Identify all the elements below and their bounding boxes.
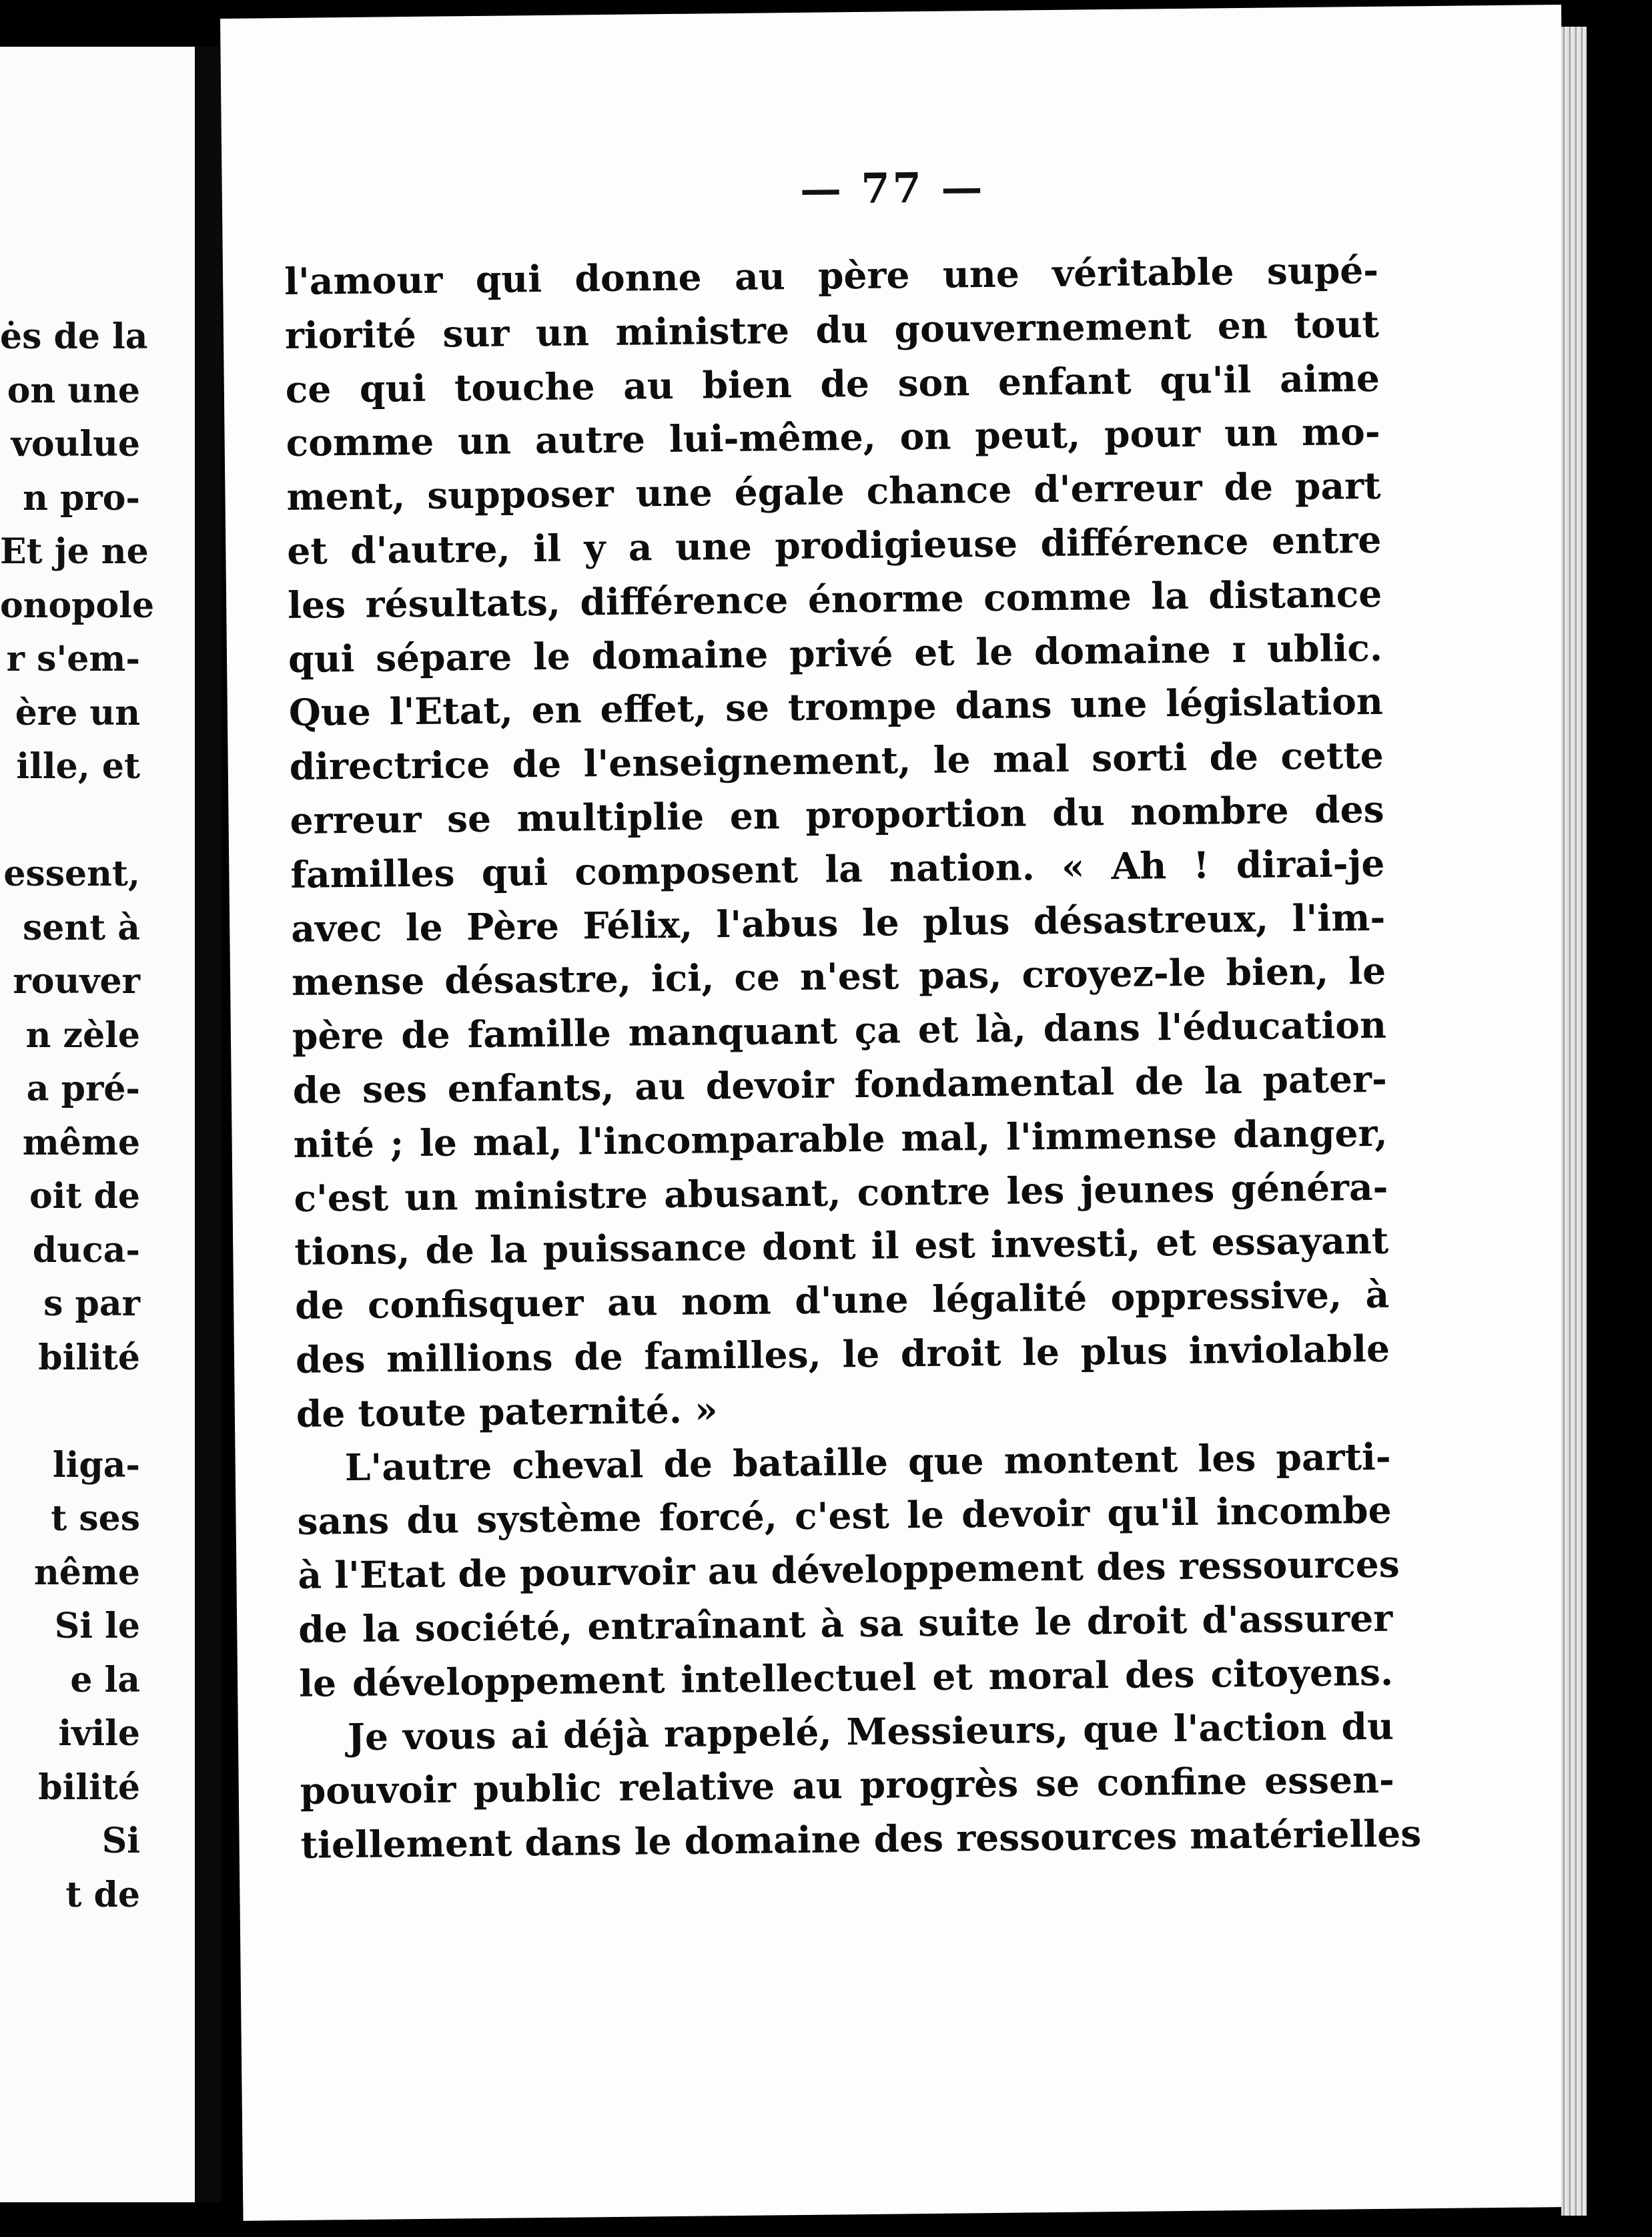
text-line: Je vous ai déjà rappelé, Messieurs, que l'action du (347, 1704, 1394, 1759)
facing-page-line: a pré- (26, 1068, 140, 1109)
text-line: avec le Père Félix, l'abus le plus désastreux, l'im- (290, 895, 1386, 950)
facing-page-line: rouver (13, 961, 140, 1002)
facing-page-line (0, 794, 195, 848)
facing-page-line: bilité (38, 1337, 140, 1378)
text-line: et d'autre, il y a une prodigieuse différence entre (287, 517, 1382, 573)
text-line: Que l'Etat, en effet, se trompe dans une législation (288, 679, 1384, 735)
facing-page-line: e la (70, 1659, 140, 1700)
text-line: les résultats, différence énorme comme la distance (287, 571, 1382, 627)
text-line: le développement intellectuel et moral des citoyens. (298, 1650, 1394, 1705)
text-line: tions, de la puissance dont il est investi, et essayant (294, 1219, 1389, 1274)
facing-page-line: ère un (15, 692, 140, 733)
facing-page-line: n zèle (25, 1014, 140, 1056)
facing-page-line: r s'em- (6, 639, 140, 679)
text-line: père de famille manquant ça et là, dans l'éducation (292, 1002, 1387, 1058)
text-line: l'amour qui donne au père une véritable supé- (284, 248, 1379, 304)
text-line: mense désastre, ici, ce n'est pas, croyez-le bien, le (291, 949, 1386, 1004)
facing-page-line: oit de (29, 1176, 140, 1217)
facing-page-line: Et je ne (0, 531, 149, 572)
text-line: sans du système forcé, c'est le devoir qu'il incombe (297, 1488, 1392, 1544)
page-number: — 77 — (799, 163, 985, 214)
text-line: erreur se multiplie en proportion du nombre des (290, 787, 1384, 842)
text-line: familles qui composent la nation. « Ah ! dirai-je (290, 841, 1385, 896)
text-line: nité ; le mal, l'incomparable mal, l'immense danger, (293, 1110, 1388, 1166)
facing-page-line: onopole (0, 585, 155, 626)
facing-page-line: voulue (11, 424, 140, 464)
facing-page-line: s par (43, 1283, 140, 1324)
facing-page-line: Si (101, 1821, 140, 1861)
facing-page-line: bilité (38, 1767, 140, 1808)
text-line: ment, supposer une égale chance d'erreur de part (286, 464, 1381, 519)
facing-page-line: sent à (23, 907, 140, 948)
facing-page-line: duca- (32, 1229, 140, 1271)
text-line: comme un autre lui-même, on peut, pour un mo- (286, 410, 1380, 465)
facing-page-line: Si le (54, 1606, 140, 1646)
book-gutter (195, 47, 222, 2202)
text-line: directrice de l'enseignement, le mal sorti de cette (289, 733, 1384, 789)
facing-page-line: liga- (52, 1444, 140, 1486)
text-line: des millions de familles, le droit le plus inviolable (295, 1326, 1390, 1381)
page-body-text (284, 244, 1422, 1873)
facing-page-line: t de (65, 1874, 140, 1915)
facing-page-line: ivile (58, 1713, 140, 1754)
facing-page-line: ille, et (16, 746, 140, 787)
page-edges (1561, 27, 1587, 2216)
facing-page-line: t ses (51, 1498, 140, 1539)
text-line: à l'Etat de pourvoir au développement des ressources (298, 1542, 1400, 1598)
text-line: c'est un ministre abusant, contre les jeunes généra- (294, 1165, 1388, 1220)
facing-page-line: ės de la (0, 316, 148, 357)
text-line: riorité sur un ministre du gouvernement en tout (284, 302, 1380, 357)
text-line: ce qui touche au bien de son enfant qu'il aime (285, 356, 1380, 411)
facing-page-line: essent, (3, 854, 140, 894)
text-line: L'autre cheval de bataille que montent les parti- (344, 1434, 1391, 1489)
facing-page-line: n pro- (23, 477, 140, 519)
facing-page-text (0, 310, 195, 1922)
facing-page-line (0, 1385, 195, 1439)
text-line: qui sépare le domaine privé et le domaine ɪ ublic. (288, 625, 1383, 681)
book-page (220, 5, 1584, 2221)
text-line: de confisquer au nom d'une légalité oppressive, à (294, 1272, 1390, 1328)
text-line: de ses enfants, au devoir fondamental de la pater- (292, 1056, 1388, 1112)
text-line: pouvoir public relative au progrès se confine essen- (300, 1758, 1395, 1813)
text-line: de la société, entraînant à sa suite le droit d'assurer (298, 1596, 1393, 1651)
facing-page-line: nême (34, 1552, 140, 1593)
facing-page-line: même (22, 1122, 140, 1163)
text-line: tiellement dans le domaine des ressources matérielles (300, 1811, 1422, 1867)
text-line: de toute paternité. » (296, 1387, 718, 1435)
facing-page-left (0, 47, 195, 2202)
facing-page-line: on une (7, 370, 140, 411)
